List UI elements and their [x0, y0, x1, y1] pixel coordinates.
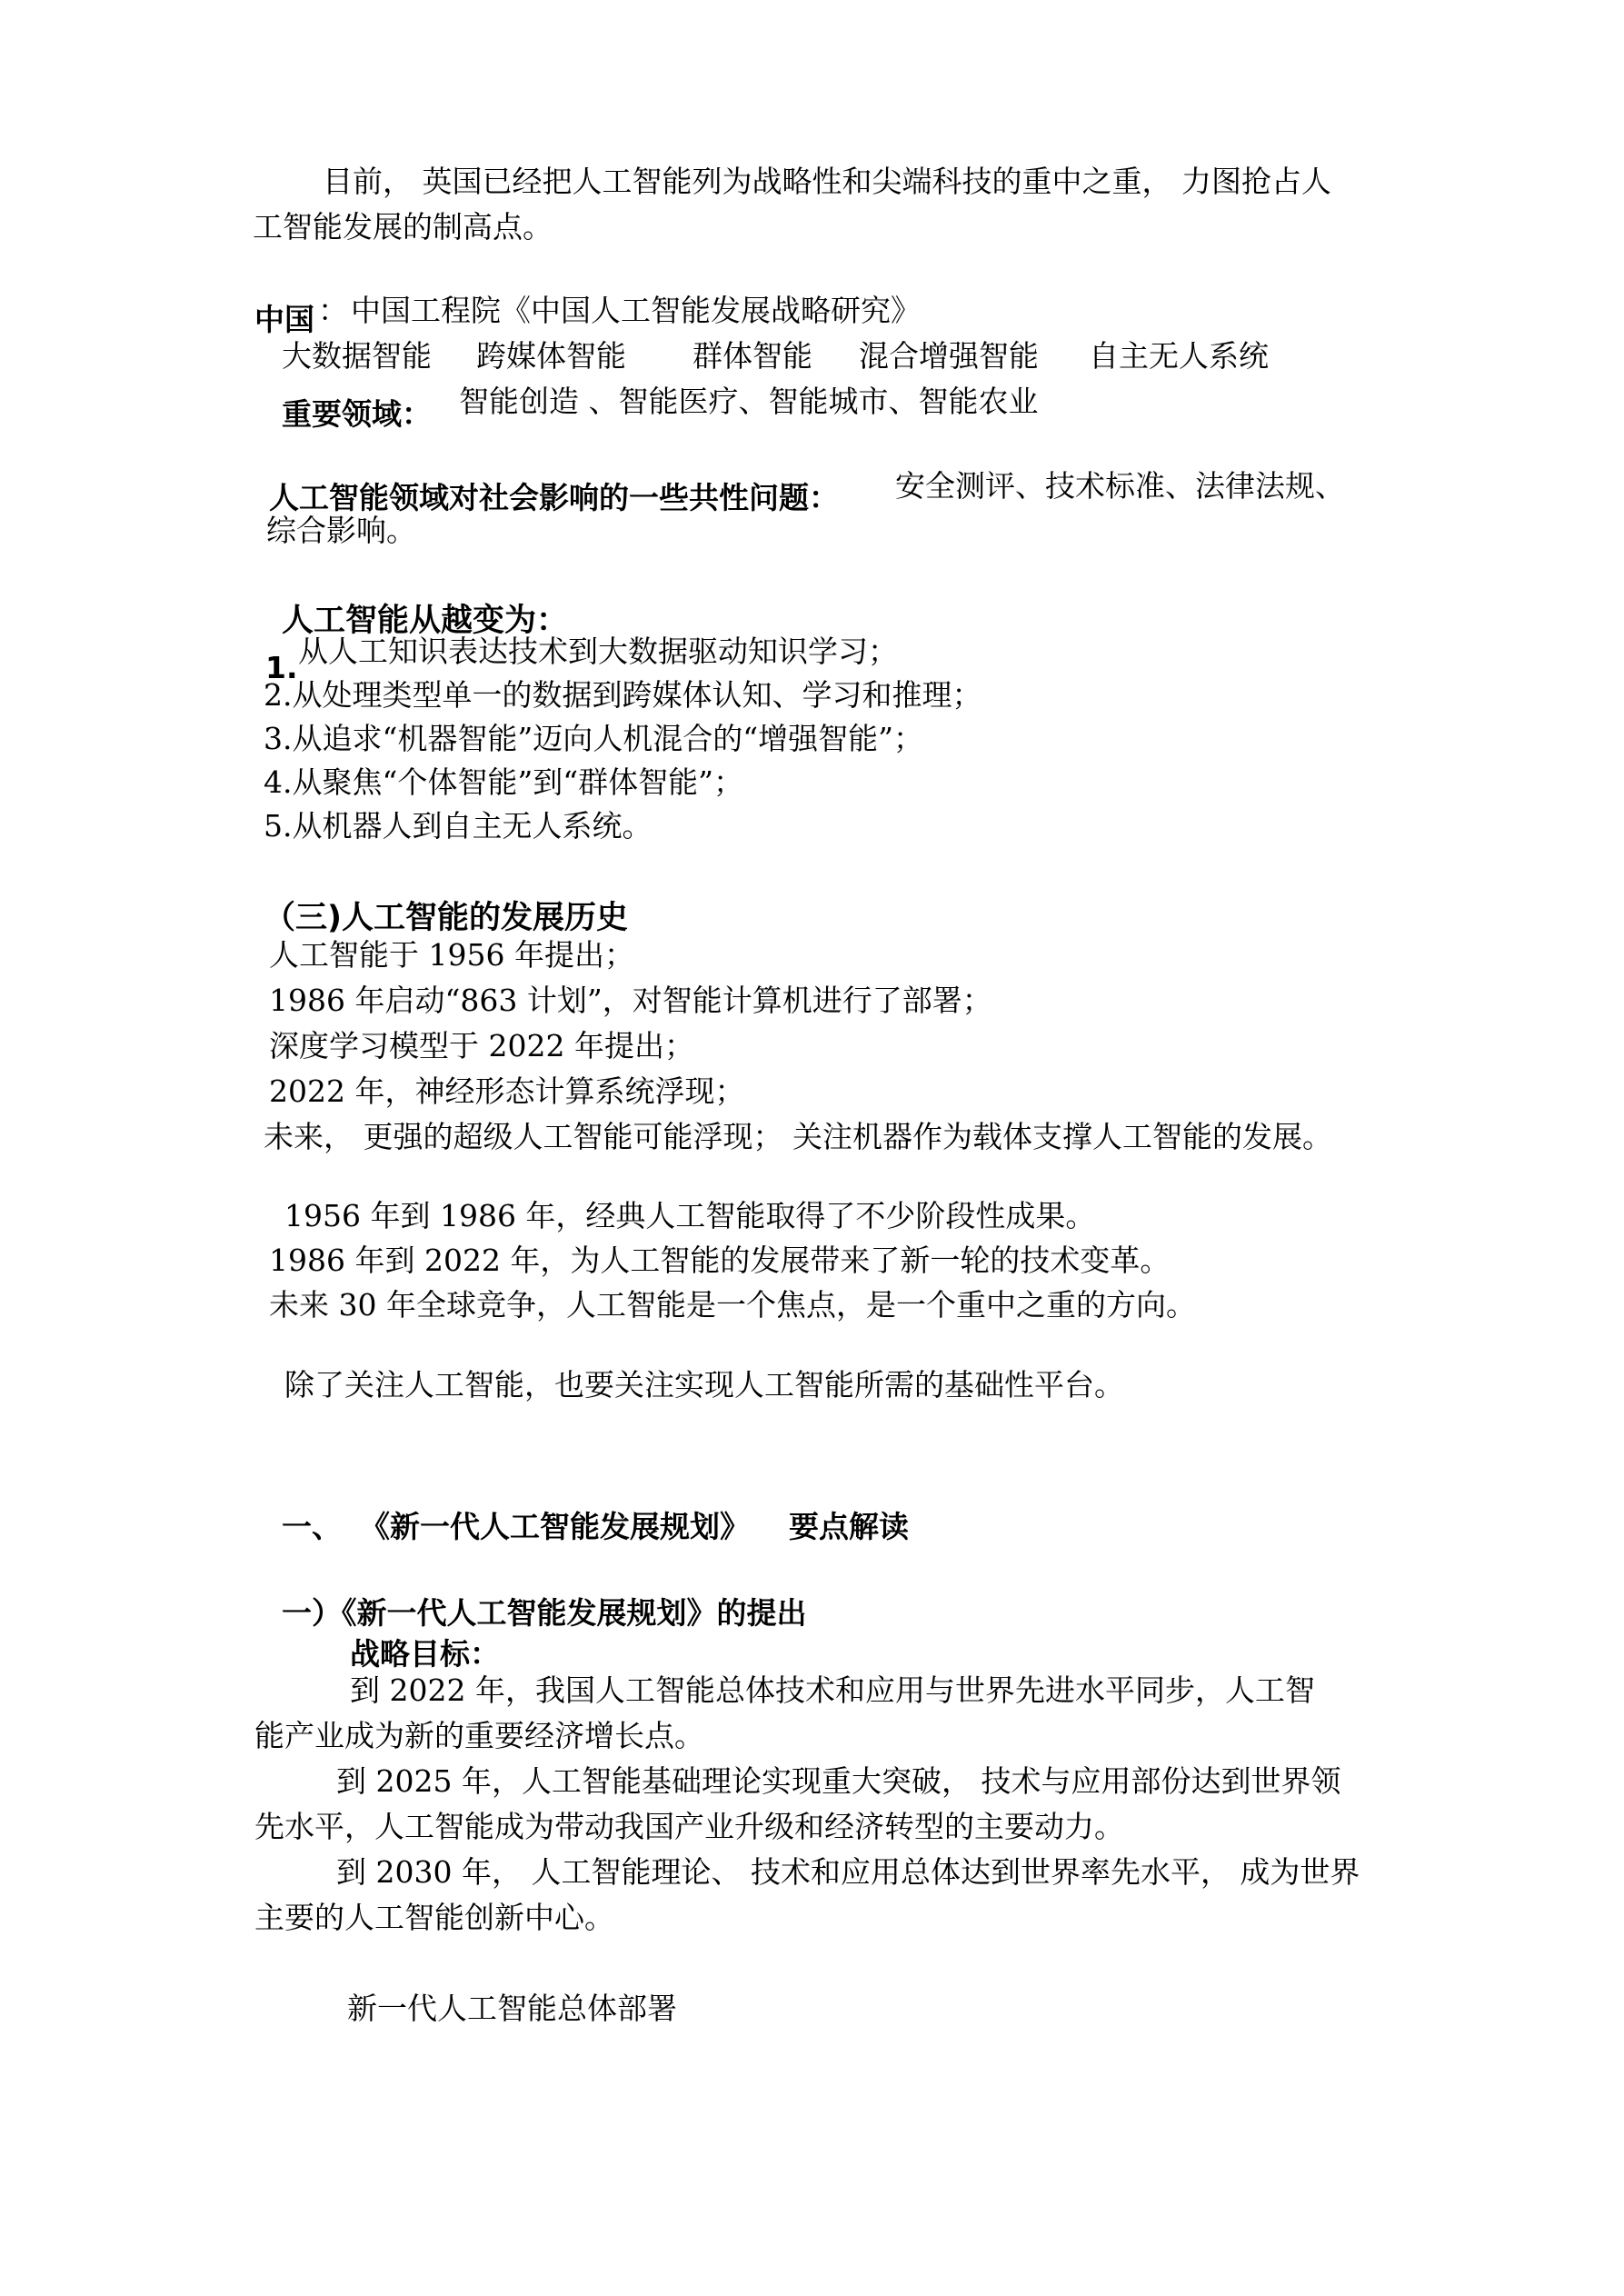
china-area-1: 大数据智能 [282, 338, 432, 374]
history-period-3: 未来 30 年全球竞争，人工智能是一个焦点，是一个重中之重的方向。 [269, 1287, 1196, 1323]
common-issues-label: 人工智能领域对社会影响的一些共性问题： [269, 480, 839, 515]
goal-2022-line-1: 到 2022 年，我国人工智能总体技术和应用与世界先进水平同步，人工智 [350, 1672, 1315, 1708]
transition-item-2: 2.从处理类型单一的数据到跨媒体认知、学习和推理； [264, 677, 982, 713]
china-label: 中国 [254, 302, 314, 337]
transition-item-4: 4.从聚焦“个体智能”到“群体智能”； [264, 764, 743, 800]
goal-2030-line-1: 到 2030 年， 人工智能理论、 技术和应用总体达到世界率先水平， 成为世界 [336, 1854, 1360, 1890]
plan-section-title: 《新一代人工智能发展规划》 [360, 1509, 750, 1544]
history-line-1: 人工智能于 1956 年提出； [269, 937, 634, 973]
china-area-5: 自主无人系统 [1089, 338, 1269, 374]
china-source: 中国工程院《中国人工智能发展战略研究》 [351, 293, 921, 328]
history-line-4: 2022 年，神经形态计算系统浮现； [269, 1073, 745, 1109]
plan-sub-heading: 一）《新一代人工智能发展规划》的提出 [282, 1595, 807, 1631]
key-fields-label: 重要领域： [282, 396, 432, 432]
china-area-4: 混合增强智能 [859, 338, 1039, 374]
china-area-3: 群体智能 [692, 338, 812, 374]
transitions-heading: 人工智能从越变为： [282, 603, 569, 639]
history-line-2: 1986 年启动“863 计划”，对智能计算机进行了部署； [269, 983, 992, 1018]
goal-2030-line-2: 主要的人工智能创新中心。 [254, 1900, 614, 1935]
china-area-2: 跨媒体智能 [476, 338, 626, 374]
uk-paragraph-line-1: 目前， 英国已经把人工智能列为战略性和尖端科技的重中之重， 力图抢占人 [323, 164, 1331, 199]
transition-number-1: 1. [265, 650, 298, 685]
history-heading: （三)人工智能的发展历史 [264, 900, 628, 936]
goal-2022-line-2: 能产业成为新的重要经济增长点。 [254, 1718, 704, 1753]
key-fields-text: 智能创造 、智能医疗、智能城市、智能农业 [459, 384, 1039, 419]
goal-2025-line-2: 先水平，人工智能成为带动我国产业升级和经济转型的主要动力。 [254, 1809, 1124, 1844]
common-issues-text-1: 安全测评、技术标准、法律法规、 [895, 468, 1345, 504]
history-line-5: 未来， 更强的超级人工智能可能浮现； 关注机器作为载体支撑人工智能的发展。 [264, 1119, 1332, 1154]
history-period-2: 1986 年到 2022 年，为人工智能的发展带来了新一轮的技术变革。 [269, 1243, 1171, 1278]
common-issues-text-2: 综合影响。 [266, 513, 416, 548]
china-colon: ： [318, 293, 348, 328]
plan-deployment: 新一代人工智能总体部署 [347, 1991, 677, 2026]
plan-goals-label: 战略目标： [350, 1636, 500, 1672]
uk-paragraph-line-2: 工智能发展的制高点。 [253, 209, 553, 245]
plan-section-number: 一、 [282, 1509, 342, 1544]
transition-item-3: 3.从追求“机器智能”迈向人机混合的“增强智能”； [264, 721, 923, 756]
history-line-3: 深度学习模型于 2022 年提出； [269, 1028, 694, 1063]
transition-item-1: 从人工知识表达技术到大数据驱动知识学习； [298, 634, 898, 669]
history-platform: 除了关注人工智能，也要关注实现人工智能所需的基础性平台。 [284, 1367, 1124, 1403]
plan-section-suffix: 要点解读 [789, 1509, 909, 1544]
goal-2025-line-1: 到 2025 年，人工智能基础理论实现重大突破， 技术与应用部份达到世界领 [336, 1763, 1341, 1799]
history-period-1: 1956 年到 1986 年，经典人工智能取得了不少阶段性成果。 [284, 1198, 1096, 1233]
transition-item-5: 5.从机器人到自主无人系统。 [264, 808, 653, 844]
